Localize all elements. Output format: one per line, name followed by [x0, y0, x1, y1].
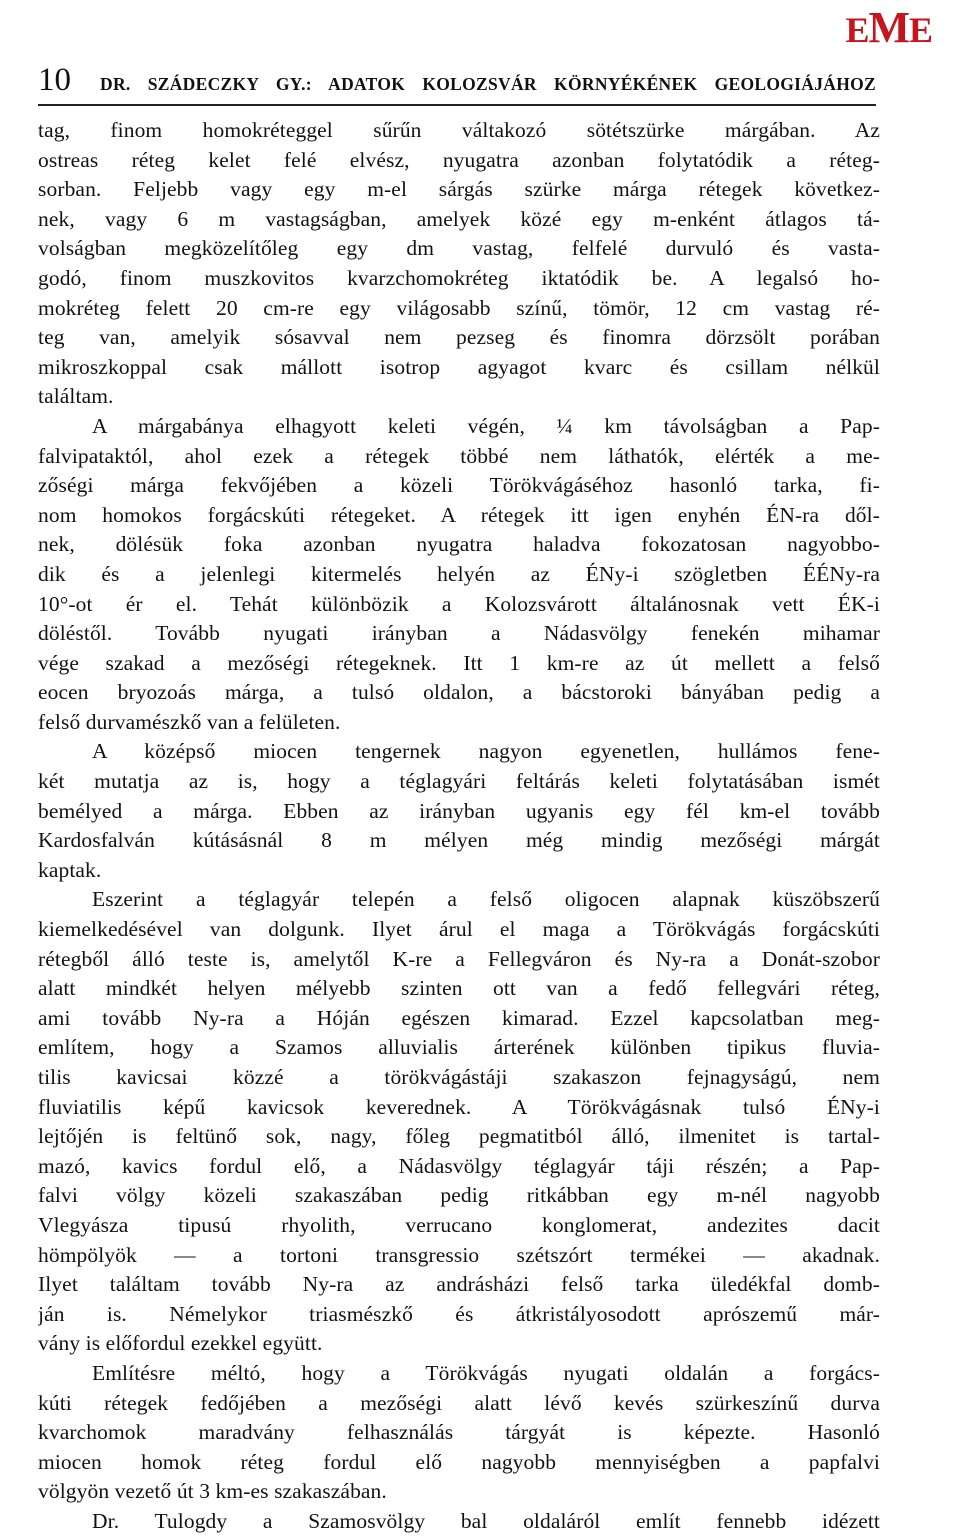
text-line: ami tovább Ny-ra a Hóján egészen kimarad. Ezzel kapcsolatban meg-	[38, 1005, 880, 1030]
text-line: mazó, kavics fordul elő, a Nádasvölgy téglagyár táji részén; a Pap-	[38, 1153, 880, 1178]
text-line: zőségi márga fekvőjében a közeli Törökvágáséhoz hasonló tarka, fi-	[38, 473, 880, 498]
logo-letter-m: M	[868, 3, 909, 52]
paragraph	[38, 885, 880, 1359]
text-line: vége szakad a mezőségi rétegeknek. Itt 1 km-re az út mellett a felső	[38, 650, 880, 675]
running-title: DR. SZÁDECZKY GY.: ADATOK KOLOZSVÁR KÖRNYÉKÉNEK GEOLOGIÁJÁHOZ	[100, 74, 876, 94]
text-line: dik és a jelenlegi kitermelés helyén az ÉNy-i szögletben ÉÉNy-ra	[38, 561, 880, 586]
paragraph	[38, 1507, 880, 1537]
paragraph	[38, 1359, 880, 1507]
text-line: teg van, amelyik sósavval nem pezseg és finomra dörzsölt porában	[38, 325, 880, 350]
text-line: nom homokos forgácskúti rétegeket. A rétegek itt igen enyhén ÉN-ra dől-	[38, 502, 880, 527]
text-line: vány is előfordul ezekkel együtt.	[38, 1331, 323, 1356]
publisher-logo	[845, 3, 932, 52]
text-line: sorban. Feljebb vagy egy m-el sárgás szürke márga rétegek következ-	[38, 177, 880, 202]
text-line: A középső miocen tengernek nagyon egyenetlen, hullámos fene-	[92, 739, 880, 764]
text-line: Ilyet találtam tovább Ny-ra az andrásházi felső tarka üledékfal domb-	[38, 1272, 880, 1297]
logo-letter-e1: E	[845, 10, 869, 50]
text-line: Dr. Tulogdy a Szamosvölgy bal oldaláról említ fennebb idézett	[92, 1508, 880, 1533]
text-line: miocen homok réteg fordul elő nagyobb mennyiségben a papfalvi	[38, 1449, 880, 1474]
text-line: rétegből álló teste is, amelytől K-re a Fellegváron és Ny-ra a Donát-szobor	[38, 946, 880, 971]
text-line: lejtőjén is feltünő sok, nagy, főleg pegmatitból álló, ilmenitet is tartal-	[38, 1124, 880, 1149]
text-line: eocen bryozoás márga, a tulsó oldalon, a bácstoroki bányában pedig a	[38, 680, 880, 705]
logo-letter-e2: E	[908, 10, 932, 50]
page-header	[38, 62, 876, 99]
text-line: fluviatilis képű kavicsok keverednek. A Törökvágásnak tulsó ÉNy-i	[38, 1094, 880, 1119]
paragraph	[38, 116, 880, 412]
text-line: 10°-ot ér el. Tehát különbözik a Kolozsvárott általánosnak vett ÉK-i	[38, 591, 880, 616]
header-rule	[38, 104, 876, 106]
paragraph	[38, 412, 880, 738]
text-line: falvi völgy közeli szakaszában pedig ritkábban egy m-nél nagyobb	[38, 1183, 880, 1208]
text-line: falvipataktól, ahol ezek a rétegek többé nem láthatók, elérték a me-	[38, 443, 880, 468]
text-line: völgyön vezető út 3 km-es szakaszában.	[38, 1479, 387, 1504]
text-line: felső durvamészkő van a felületen.	[38, 709, 341, 734]
text-line: volságban megközelítőleg egy dm vastag, felfelé durvuló és vasta-	[38, 236, 880, 261]
text-line: mikroszkoppal csak mállott isotrop agyagot kvarc és csillam nélkül	[38, 354, 880, 379]
text-line: bemélyed a márga. Ebben az irányban ugyanis egy fél km-el tovább	[38, 798, 880, 823]
text-line: kvarchomok maradvány felhasználás tárgyát is képezte. Hasonló	[38, 1420, 880, 1445]
text-line: ján is. Némelykor triasmészkő és átkristályosodott aprószemű már-	[38, 1301, 880, 1326]
text-line: döléstől. Tovább nyugati irányban a Nádasvölgy fenekén mihamar	[38, 621, 880, 646]
text-line: tilis kavicsai közzé a törökvágástáji szakaszon fejnagyságú, nem	[38, 1065, 880, 1089]
text-line: alatt mindkét helyen mélyebb szinten ott van a fedő fellegvári réteg,	[38, 976, 880, 1001]
text-line: kúti rétegek fedőjében a mezőségi alatt lévő kevés szürkeszínű durva	[38, 1390, 880, 1415]
text-line: találtam.	[38, 384, 114, 409]
paragraph	[38, 737, 880, 885]
text-line: hömpölyök — a tortoni transgressio szétszórt termékei — akadnak.	[38, 1242, 880, 1267]
text-line: két mutatja az is, hogy a téglagyári feltárás keleti folytatásában ismét	[38, 769, 880, 794]
text-line: nek, vagy 6 m vastagságban, amelyek közé egy m-enként átlagos tá-	[38, 206, 880, 231]
text-line: említem, hogy a Szamos alluvialis árterének különben tipikus fluvia-	[38, 1035, 880, 1060]
text-line: Eszerint a téglagyár telepén a felső oligocen alapnak küszöbszerű	[92, 887, 880, 912]
text-line: ostreas réteg kelet felé elvész, nyugatra azonban folytatódik a réteg-	[38, 147, 880, 172]
text-line: nek, dölésük foka azonban nyugatra haladva fokozatosan nagyobbo-	[38, 532, 880, 557]
body-text	[38, 116, 880, 1537]
text-line: tag, finom homokréteggel sűrűn váltakozó sötétszürke márgában. Az	[38, 118, 880, 142]
text-line: kiemelkedésével van dolgunk. Ilyet árul el maga a Törökvágás forgácskúti	[38, 917, 880, 942]
text-line: mokréteg felett 20 cm-re egy világosabb színű, tömör, 12 cm vastag ré-	[38, 295, 880, 320]
text-line: Kardosfalván kútásásnál 8 m mélyen még mindig mezőségi márgát	[38, 828, 880, 853]
text-line: kaptak.	[38, 857, 102, 882]
page-number: 10	[38, 62, 71, 98]
text-line: Vlegyásza tipusú rhyolith, verrucano konglomerat, andezites dacit	[38, 1212, 880, 1237]
text-line: Említésre méltó, hogy a Törökvágás nyugati oldalán a forgács-	[92, 1360, 880, 1385]
text-line: godó, finom muszkovitos kvarzchomokréteg iktatódik be. A legalsó ho-	[38, 265, 880, 290]
text-line: A márgabánya elhagyott keleti végén, ¼ km távolságban a Pap-	[92, 413, 880, 438]
